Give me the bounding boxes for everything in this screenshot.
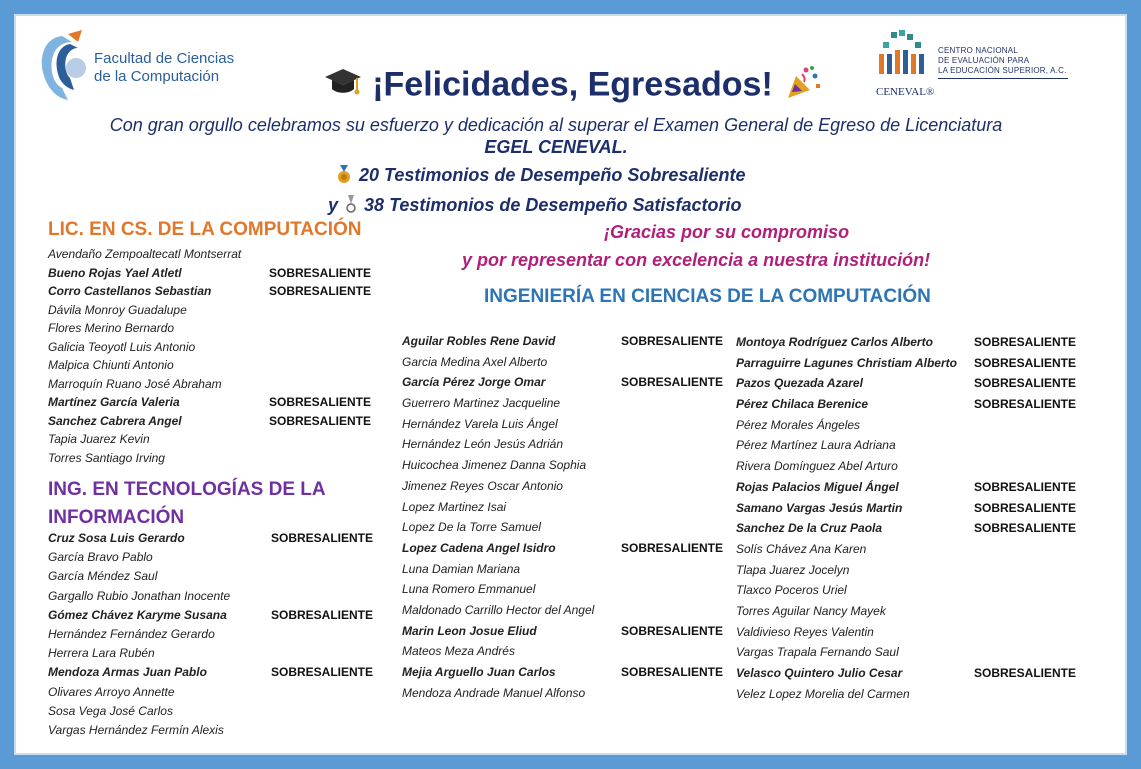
status-badge: SOBRESALIENTE (621, 375, 724, 390)
ceneval-line3: LA EDUCACIÓN SUPERIOR, A.C. (938, 66, 1067, 75)
list-item (48, 356, 241, 375)
graduate-name: Mendoza Armas Juan Pablo (48, 665, 207, 680)
ceneval-line2: DE EVALUACIÓN PARA (938, 56, 1030, 65)
list-item (48, 412, 372, 431)
list-item (48, 625, 230, 644)
graduate-name: Cruz Sosa Luis Gerardo (48, 531, 185, 545)
lcc-list (48, 245, 372, 467)
graduate-name: Sanchez De la Cruz Paola (736, 521, 883, 536)
graduate-name: Hernández Fernández Gerardo (48, 626, 215, 641)
icc-list-col1 (402, 331, 724, 703)
graduate-name: Tlaxco Poceros Uriel (736, 583, 847, 598)
graduate-name: Mateos Meza Andrés (402, 644, 515, 659)
graduate-name: Maldonado Carrillo Hector del Angel (402, 602, 595, 617)
list-item (48, 644, 230, 663)
status-badge: SOBRESALIENTE (974, 666, 1077, 680)
subtitle-line2: EGEL CENEVAL. (484, 137, 628, 157)
graduate-name: Rivera Domínguez Abel Arturo (736, 459, 898, 474)
graduation-cap-icon (323, 65, 363, 108)
list-item (402, 600, 594, 621)
ceneval-wordmark: CENEVAL® (876, 86, 935, 98)
graduate-name: Hernández León Jesús Adrián (402, 437, 563, 452)
graduate-name: Vargas Hernández Fermín Alexis (48, 722, 224, 737)
section-title-lcc: LIC. EN CS. DE LA COMPUTACIÓN (48, 219, 362, 240)
status-badge: SOBRESALIENTE (974, 335, 1077, 349)
graduate-name: Pérez Martínez Laura Adriana (736, 438, 896, 453)
list-item (736, 560, 957, 581)
list-item (48, 264, 372, 283)
graduate-name: Parraguirre Lagunes Christiam Alberto (736, 355, 957, 370)
graduate-name: Pérez Chilaca Berenice (736, 397, 869, 412)
status-badge: SOBRESALIENTE (974, 355, 1077, 370)
list-item (402, 331, 724, 352)
graduate-name: Tlapa Juarez Jocelyn (736, 562, 850, 577)
graduate-name: Garcia Medina Axel Alberto (402, 354, 548, 369)
list-item (736, 435, 957, 456)
graduate-name: García Méndez Saul (48, 569, 158, 584)
list-item (402, 559, 594, 580)
list-item (48, 683, 230, 702)
stat2-prefix: y (328, 195, 339, 215)
list-item (48, 548, 230, 567)
list-item (402, 517, 594, 538)
list-item (48, 567, 230, 586)
graduate-name: Montoya Rodríguez Carlos Alberto (736, 335, 933, 349)
graduate-name: Vargas Trapala Fernando Saul (736, 645, 899, 660)
list-item (402, 662, 724, 683)
ribbon-medal-icon (343, 195, 364, 215)
status-badge: SOBRESALIENTE (621, 334, 724, 348)
iti-list (48, 529, 374, 740)
list-item (402, 538, 724, 559)
status-badge: SOBRESALIENTE (974, 521, 1077, 536)
subtitle (36, 114, 1076, 158)
status-badge: SOBRESALIENTE (271, 607, 374, 622)
list-item (48, 721, 230, 740)
graduate-name: Sanchez Cabrera Angel (48, 413, 182, 428)
graduate-name: Torres Aguilar Nancy Mayek (736, 603, 886, 618)
list-item (402, 641, 594, 662)
status-badge: SOBRESALIENTE (269, 413, 372, 428)
medal-icon (334, 165, 359, 185)
graduate-name: Solís Chávez Ana Karen (736, 541, 867, 556)
graduate-name: Avendaño Zempoaltecatl Montserrat (48, 247, 242, 261)
subtitle-line1: Con gran orgullo celebramos su esfuerzo y dedicación al superar el Examen General de Egreso de Licenciatura (109, 115, 1003, 135)
status-badge: SOBRESALIENTE (621, 540, 724, 555)
graduate-name: García Bravo Pablo (48, 550, 153, 565)
graduate-name: Velez Lopez Morelia del Carmen (736, 686, 910, 701)
status-badge: SOBRESALIENTE (269, 395, 372, 409)
graduate-name: Valdivieso Reyes Valentin (736, 624, 874, 639)
graduate-name: Lopez Martinez Isai (402, 499, 507, 514)
graduate-name: Guerrero Martinez Jacqueline (402, 396, 561, 411)
graduate-name: Gargallo Rubio Jonathan Inocente (48, 588, 231, 603)
list-item (48, 449, 241, 468)
list-item (48, 393, 372, 412)
party-popper-icon (782, 64, 822, 109)
graduate-name: Pérez Morales Ángeles (736, 417, 861, 432)
thanks-line1: ¡Gracias por su compromiso (604, 222, 850, 242)
list-item (736, 477, 1077, 498)
graduate-name: Flores Merino Bernardo (48, 321, 175, 335)
status-badge: SOBRESALIENTE (974, 397, 1077, 412)
page-title (16, 64, 1129, 109)
status-badge: SOBRESALIENTE (974, 479, 1077, 494)
section-title-iti (48, 476, 326, 532)
status-badge: SOBRESALIENTE (271, 665, 374, 680)
status-badge: SOBRESALIENTE (621, 665, 724, 679)
graduate-name: Pazos Quezada Azarel (736, 376, 863, 391)
list-item (736, 580, 957, 601)
list-item (402, 352, 594, 373)
graduate-name: Torres Santiago Irving (48, 450, 165, 465)
list-item (736, 394, 1077, 415)
graduate-name: Galicia Teoyotl Luis Antonio (48, 339, 196, 354)
graduate-name: Corro Castellanos Sebastian (48, 284, 212, 298)
graduate-name: Gómez Chávez Karyme Susana (48, 607, 227, 622)
list-item (736, 684, 957, 705)
list-item (48, 529, 374, 548)
list-item (48, 282, 372, 301)
graduate-name: Marroquín Ruano José Abraham (48, 376, 222, 391)
list-item (402, 579, 594, 600)
graduate-name: Hernández Varela Luis Ángel (402, 416, 558, 431)
graduate-name: Mejia Arguello Juan Carlos (402, 665, 556, 679)
status-badge: SOBRESALIENTE (974, 376, 1077, 391)
list-item (402, 497, 594, 518)
status-badge: SOBRESALIENTE (269, 265, 372, 280)
list-item (48, 245, 241, 264)
list-item (736, 456, 957, 477)
stat2-text: 38 Testimonios de Desempeño Satisfactorio (364, 195, 742, 215)
list-item (736, 353, 1077, 374)
list-item (48, 430, 241, 449)
ceneval-line1: CENTRO NACIONAL (938, 46, 1018, 55)
fcc-line2: de la Computación (94, 68, 220, 85)
title-text: ¡Felicidades, Egresados! (372, 65, 773, 104)
list-item (736, 373, 1077, 394)
graduate-name: Mendoza Andrade Manuel Alfonso (402, 685, 586, 700)
graduate-name: Rojas Palacios Miguel Ángel (736, 479, 899, 494)
list-item (402, 455, 594, 476)
list-item (48, 375, 241, 394)
status-badge: SOBRESALIENTE (269, 284, 372, 298)
list-item (402, 476, 594, 497)
status-badge: SOBRESALIENTE (974, 500, 1077, 515)
list-item (736, 601, 957, 622)
list-item (402, 372, 724, 393)
status-badge: SOBRESALIENTE (271, 531, 374, 545)
list-item (736, 518, 1077, 539)
section-title-iti-line1: ING. EN TECNOLOGÍAS DE LA (48, 479, 326, 500)
list-item (402, 683, 594, 704)
graduate-name: Tapia Juarez Kevin (48, 432, 150, 446)
list-item (402, 434, 594, 455)
list-item (48, 587, 230, 606)
list-item (736, 642, 957, 663)
graduate-name: Herrera Lara Rubén (48, 646, 155, 661)
section-title-icc: INGENIERÍA EN CIENCIAS DE LA COMPUTACIÓN (484, 286, 931, 307)
list-item (736, 415, 957, 436)
graduate-name: Lopez De la Torre Samuel (402, 520, 541, 535)
list-item (402, 621, 724, 642)
thanks-line2: y por representar con excelencia a nuestra institución! (462, 250, 931, 270)
list-item (736, 622, 957, 643)
graduate-name: Huicochea Jimenez Danna Sophia (402, 458, 587, 473)
graduate-name: Luna Damian Mariana (402, 561, 521, 576)
graduate-name: Jimenez Reyes Oscar Antonio (402, 478, 563, 493)
list-item (736, 539, 957, 560)
stat1-text: 20 Testimonios de Desempeño Sobresaliente (359, 165, 746, 185)
list-item (736, 663, 1077, 684)
poster-card (14, 14, 1127, 755)
graduate-name: Velasco Quintero Julio Cesar (736, 666, 903, 680)
graduate-name: Samano Vargas Jesús Martin (736, 500, 903, 515)
graduate-name: Lopez Cadena Angel Isidro (402, 540, 556, 555)
icc-list-col2 (736, 332, 1077, 704)
list-item (48, 338, 241, 357)
list-item (402, 393, 594, 414)
list-item (736, 498, 1077, 519)
graduate-name: Luna Romero Emmanuel (402, 582, 536, 597)
list-item (48, 663, 374, 682)
graduate-name: Dávila Monroy Guadalupe (48, 302, 187, 317)
stat-satisfactorio (328, 194, 741, 216)
graduate-name: García Pérez Jorge Omar (402, 375, 546, 390)
graduate-name: Sosa Vega José Carlos (48, 703, 173, 718)
fcc-line1: Facultad de Ciencias (94, 50, 235, 67)
list-item (736, 332, 1077, 353)
list-item (402, 414, 594, 435)
graduate-name: Malpica Chiunti Antonio (48, 358, 174, 372)
graduate-name: Olivares Arroyo Annette (48, 684, 175, 699)
graduate-name: Aguilar Robles Rene David (402, 334, 556, 348)
list-item (48, 301, 241, 320)
graduate-name: Martínez García Valeria (48, 395, 180, 409)
graduate-name: Bueno Rojas Yael Atletl (48, 265, 182, 280)
list-item (48, 702, 230, 721)
status-badge: SOBRESALIENTE (621, 623, 724, 638)
graduate-name: Marin Leon Josue Eliud (402, 623, 537, 638)
section-title-iti-line2: INFORMACIÓN (48, 507, 185, 528)
list-item (48, 606, 374, 625)
stat-sobresaliente (334, 164, 745, 186)
list-item (48, 319, 241, 338)
